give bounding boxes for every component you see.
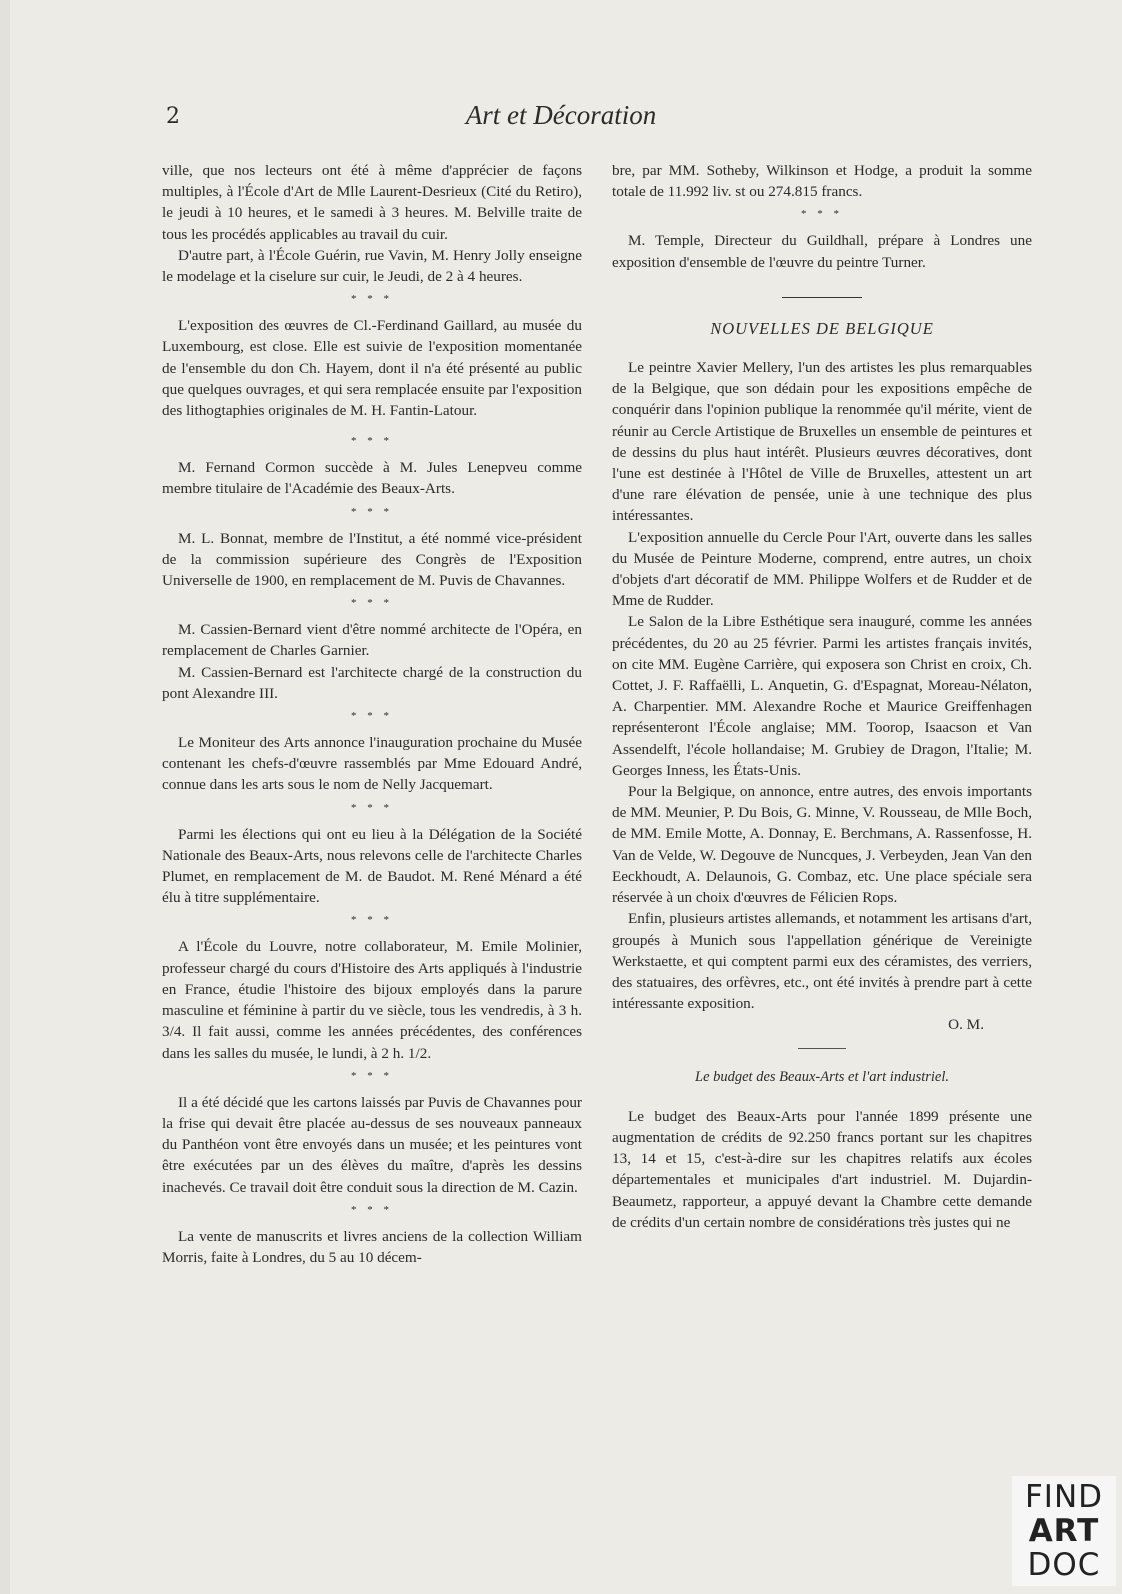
paragraph: Pour la Belgique, on annonce, entre autres, des envois importants de MM. Meunier, P. Du Bois, G. Minne, V. Rousseau, de Mlle Boch, de MM. Emile Motte, A. Donnay, E. Berchmans, A. Rassenfosse, H. Van de Velde, W. Degouve de Nuncques, J. Verbeyden, Jean Van den Eeckhoudt, A. Delaunois, G. Combaz, etc. Une place spéciale sera réservée à un choix d'œuvres de Félicien Rops.: [612, 783, 1032, 907]
asterism: * * *: [351, 801, 393, 814]
paragraph: Le Salon de la Libre Esthétique sera inauguré, comme les années précédentes, du 20 au 25 février. Parmi les artistes français invités, on cite MM. Eugène Carrière, qui exposera son Christ en croix, Ch. Cottet, J. F. Raffaëlli, L. Anquetin, G. d'Espagnat, Moreau-Nélaton, A. Charpentier. MM. Alexandre Roche et Maurice Greiffenhagen représenteront l'École anglaise; MM. Toorop, Isaacson et Van Assendelft, l'école hollandaise; M. Grubiey de Dragon, l'Italie; M. Georges Inness, les États-Unis.: [612, 613, 1032, 779]
paragraph: Enfin, plusieurs artistes allemands, et notamment les artisans d'art, groupés à Munich sous l'appellation générique de Vereinigte Werkstaette, et qui comptent parmi eux des céramistes, des verriers, des statuaires, des orfèvres, etc., ont été invités à prendre part à cette intéressante exposition.: [612, 910, 1032, 1013]
watermark-line: ART: [1028, 1513, 1100, 1549]
right-column: [612, 160, 1032, 1233]
signature: O. M.: [948, 1016, 984, 1034]
paragraph: bre, par MM. Sotheby, Wilkinson et Hodge, a produit la somme totale de 11.992 liv. st ou 274.815 francs.: [612, 162, 1032, 201]
watermark-line: FIND: [1024, 1479, 1104, 1515]
paragraph: Le Moniteur des Arts annonce l'inauguration prochaine du Musée contenant les chefs-d'œuvre rassemblés par Mme Edouard André, connue dans les arts sous le nom de Nelly Jacquemart.: [162, 734, 582, 794]
findartdoc-watermark: [1012, 1476, 1116, 1586]
paragraph: Parmi les élections qui ont eu lieu à la Délégation de la Société Nationale des Beaux-Arts, nous relevons celle de l'architecte Charles Plumet, en remplacement de M. de Baudot. M. René Ménard a été élu à titre supplémentaire.: [162, 825, 582, 907]
section-rule: [782, 297, 862, 298]
asterism: * * *: [351, 435, 393, 448]
asterism: * * *: [351, 293, 393, 306]
paragraph: Il a été décidé que les cartons laissés par Puvis de Chavannes pour la frise qui devait être placée au-dessus de ses nouveaux panneaux du Panthéon vont être envoyés dans un musée; et les peintures vont être exécutées par un des élèves du maître, d'après les dessins inachevés. Ce travail doit être conduit sous la direction de M. Cazin.: [162, 1093, 582, 1196]
running-title: Art et Décoration: [465, 100, 657, 130]
asterism: * * *: [351, 505, 393, 518]
paragraph: M. Temple, Directeur du Guildhall, prépare à Londres une exposition d'ensemble de l'œuvre du peintre Turner.: [612, 232, 1032, 271]
left-column: [162, 160, 582, 1268]
scan-edge: [0, 0, 10, 1594]
asterism: * * *: [351, 914, 393, 927]
watermark-line: DOC: [1027, 1547, 1101, 1583]
paragraph: L'exposition des œuvres de Cl.-Ferdinand Gaillard, au musée du Luxembourg, est close. Elle est suivie de l'exposition momentanée de l'ensemble du don Ch. Hayem, dont il n'a été présenté au public que quelques ouvrages, et qui sera remplacée ensuite par l'exposition des lithogtaphies originales de M. H. Fantin-Latour.: [162, 317, 582, 420]
paragraph: L'exposition annuelle du Cercle Pour l'Art, ouverte dans les salles du Musée de Peinture Moderne, comprend, entre autres, un choix d'objets d'art décoratif de MM. Philippe Wolfers et de Rudder et de Mme de Rudder.: [612, 528, 1032, 610]
paragraph: M. L. Bonnat, membre de l'Institut, a été nommé vice-président de la commission supérieure des Congrès de l'Exposition Universelle de 1900, en remplacement de M. Puvis de Chavannes.: [162, 529, 582, 590]
asterism: * * *: [801, 208, 843, 221]
paragraph: A l'École du Louvre, notre collaborateur, M. Emile Molinier, professeur chargé du cours d'Histoire des Arts appliqués à l'industrie en France, étudie l'histoire des bijoux employés dans la parure masculine et féminine à partir du ve siècle, tous les vendredis, à 3 h. 3/4. Il fait aussi, comme les années précédentes, des conférences dans les salles du musée, le lundi, à 2 h. 1/2.: [162, 938, 582, 1062]
asterism: * * *: [351, 1069, 393, 1082]
asterism: * * *: [351, 597, 393, 610]
paragraph: M. Cassien-Bernard vient d'être nommé architecte de l'Opéra, en remplacement de Charles Garnier.: [162, 621, 582, 660]
paragraph: Le peintre Xavier Mellery, l'un des artistes les plus remarquables de la Belgique, que son dédain pour les expositions empêche de conquérir dans l'opinion publique la renommée qu'il mérite, vient de réunir au Cercle Artistique de Bruxelles un ensemble de peintures et de dessins du plus haut intérêt. Plusieurs œuvres décoratives, dont l'une est destinée à l'Hôtel de Ville de Bruxelles, attestent un art d'une rare élévation de pensée, unie à une technique des plus intéressantes.: [612, 359, 1032, 525]
paragraph: ville, que nos lecteurs ont été à même d'apprécier de façons multiples, à l'École d'Art de Mlle Laurent-Desrieux (Cité du Retiro), le jeudi à 10 heures, et le samedi à 3 heures. M. Belville traite de tous les procédés applicables au travail du cuir.: [162, 162, 582, 243]
paragraph: La vente de manuscrits et livres anciens de la collection William Morris, faite à Londres, du 5 au 10 décem-: [162, 1227, 582, 1266]
article-subtitle: Le budget des Beaux-Arts et l'art industriel.: [695, 1068, 949, 1085]
paragraph: Le budget des Beaux-Arts pour l'année 1899 présente une augmentation de crédits de 92.250 francs portant sur les chapitres 13, 14 et 15, c'est-à-dire sur les chapitres relatifs aux écoles départementales et municipales d'art industriel. M. Dujardin-Beaumetz, rapporteur, a appuyé devant la Chambre cette demande de crédits d'un certain nombre de considérations très justes qui ne: [612, 1107, 1032, 1231]
paragraph: M. Fernand Cormon succède à M. Jules Lenepveu comme membre titulaire de l'Académie des Beaux-Arts.: [162, 459, 582, 498]
paragraph: M. Cassien-Bernard est l'architecte chargé de la construction du pont Alexandre III.: [162, 663, 582, 702]
asterism: * * *: [351, 710, 393, 723]
asterism: * * *: [351, 1203, 393, 1216]
short-rule: [798, 1048, 846, 1049]
paragraph: D'autre part, à l'École Guérin, rue Vavin, M. Henry Jolly enseigne le modelage et la ciselure sur cuir, le Jeudi, de 2 à 4 heures.: [162, 246, 582, 286]
page-number: 2: [166, 104, 180, 129]
section-title: NOUVELLES DE BELGIQUE: [710, 318, 934, 338]
